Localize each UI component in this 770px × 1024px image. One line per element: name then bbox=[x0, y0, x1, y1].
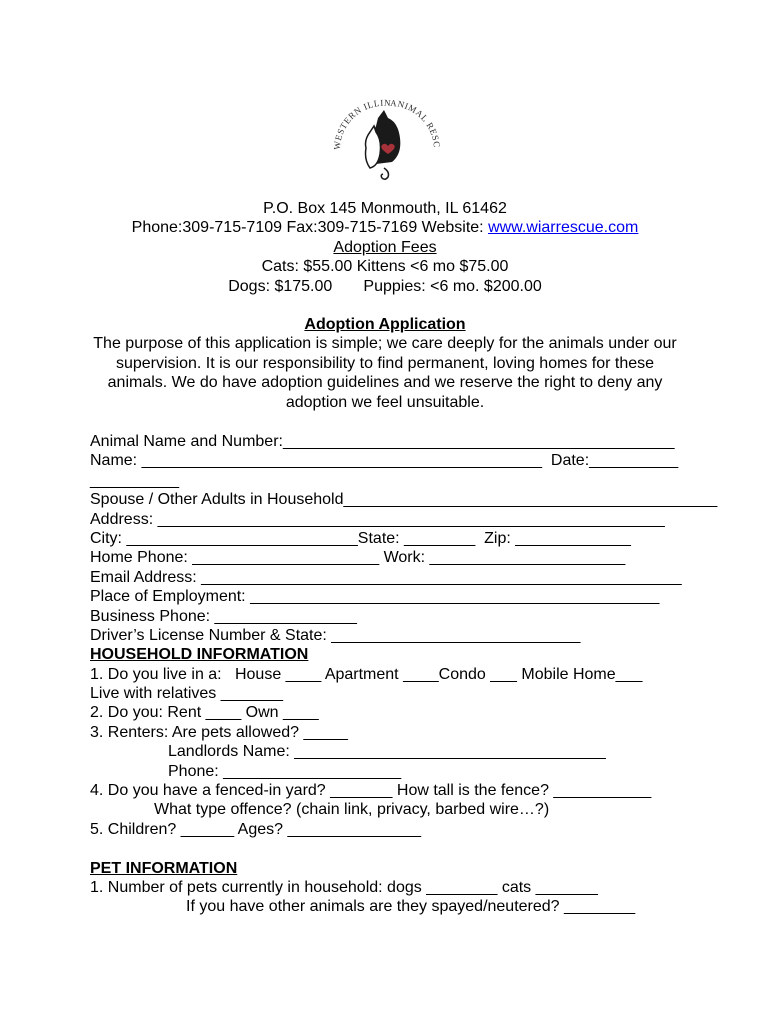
application-form bbox=[90, 432, 718, 917]
fees-title: Adoption Fees bbox=[333, 238, 437, 256]
business-phone-field[interactable]: Business Phone: ________________ bbox=[90, 607, 357, 625]
rescue-logo bbox=[318, 88, 448, 188]
spouse-field[interactable]: Spouse / Other Adults in Household__________________________________________ bbox=[90, 491, 718, 509]
cat-fees: Cats: $55.00 Kittens <6 mo $75.00 bbox=[261, 258, 509, 276]
household-q1-continued[interactable]: Live with relatives _______ bbox=[90, 685, 284, 703]
tail-swirl bbox=[381, 168, 388, 179]
employment-field[interactable]: Place of Employment: ______________________________________________ bbox=[90, 588, 660, 606]
logo-text-top: WESTERN ILLIN bbox=[331, 97, 392, 151]
household-q4[interactable]: 4. Do you have a fenced-in yard? _______ How tall is the fence? ___________ bbox=[90, 782, 652, 800]
application-title: Adoption Application bbox=[304, 316, 466, 333]
household-q3[interactable]: 3. Renters: Are pets allowed? _____ bbox=[90, 723, 348, 741]
animal-name-field[interactable]: Animal Name and Number:____________________________________________ bbox=[90, 433, 675, 450]
date-field-continued[interactable]: __________ bbox=[90, 471, 179, 489]
city-state-zip-field[interactable]: City: __________________________State: ________ Zip: _____________ bbox=[90, 529, 631, 547]
purpose-block bbox=[0, 315, 770, 412]
household-q2[interactable]: 2. Do you: Rent ____ Own ____ bbox=[90, 704, 319, 722]
household-q1[interactable]: 1. Do you live in a: House ____ Apartment ____Condo ___ Mobile Home___ bbox=[90, 665, 643, 683]
pet-section-title: PET INFORMATION bbox=[90, 859, 238, 877]
header-block bbox=[0, 199, 770, 296]
spayed-question[interactable]: If you have other animals are they spayed/neutered? ________ bbox=[186, 898, 636, 916]
phone-fax-text: Phone:309-715-7109 Fax:309-715-7169 Website: bbox=[131, 219, 489, 237]
spacer bbox=[90, 839, 690, 858]
fence-type-question[interactable]: What type offence? (chain link, privacy, barbed wire…?) bbox=[154, 801, 550, 819]
household-section-title: HOUSEHOLD INFORMATION bbox=[90, 646, 309, 664]
landlord-name-field[interactable]: Landlords Name: ___________________________________ bbox=[168, 743, 606, 761]
address-field[interactable]: Address: _________________________________________________________ bbox=[90, 510, 665, 528]
website-link[interactable]: www.wiarrescue.com bbox=[488, 219, 639, 237]
pet-q1[interactable]: 1. Number of pets currently in household: dogs ________ cats _______ bbox=[90, 878, 598, 896]
license-field[interactable]: Driver’s License Number & State: ____________________________ bbox=[90, 626, 581, 644]
phone-work-field[interactable]: Home Phone: _____________________ Work: ______________________ bbox=[90, 549, 626, 567]
logo-text-right: ANIMAL RESC bbox=[389, 97, 443, 149]
contact-line bbox=[0, 218, 770, 237]
purpose-text: The purpose of this application is simple; we care deeply for the animals under our supervision. It is our responsibility to find permanent, loving homes for these animals. We do have adoption guidelines and we reserve the right to deny any adoption we feel unsuitable. bbox=[93, 335, 677, 411]
landlord-phone-field[interactable]: Phone: ____________________ bbox=[168, 762, 402, 780]
mailing-address: P.O. Box 145 Monmouth, IL 61462 bbox=[263, 200, 507, 217]
dog-fees: Dogs: $175.00 Puppies: <6 mo. $200.00 bbox=[228, 277, 542, 295]
email-field[interactable]: Email Address: ______________________________________________________ bbox=[90, 568, 682, 586]
name-date-field[interactable]: Name: _____________________________________________ Date:__________ bbox=[90, 452, 679, 470]
household-q5[interactable]: 5. Children? ______ Ages? _______________ bbox=[90, 820, 421, 838]
